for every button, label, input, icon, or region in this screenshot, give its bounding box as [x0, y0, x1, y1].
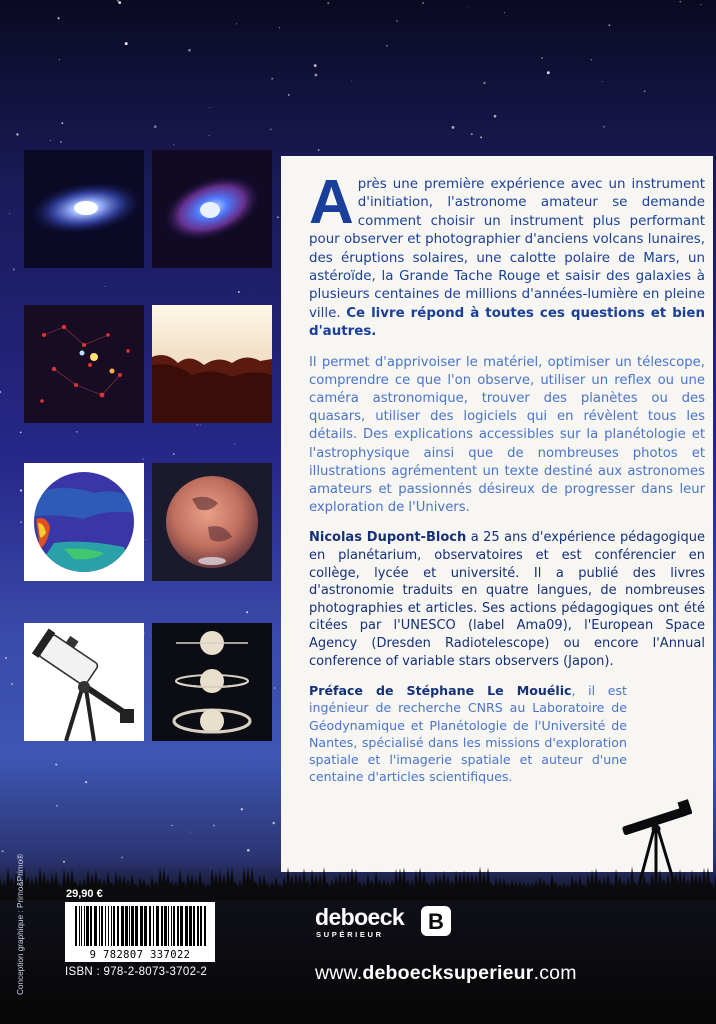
publisher-sub: SUPÉRIEUR [316, 930, 384, 939]
barcode-digits: 9 782807 337022 [89, 949, 191, 961]
telescope-silhouette-icon [620, 795, 692, 890]
price: 29,90 € [66, 888, 103, 900]
spiral-galaxy-image [24, 150, 144, 268]
description-paragraph: Il permet d'apprivoiser le matériel, optimiser un télescope, comprendre ce que l'on observe, utiliser un reflex ou une caméra astronomique, trouver des planètes ou des quasars, utiliser des logiciels qui en révèlent tous les détails. Des explications accessibles sur la planétologie et l'astrophysique ainsi que de nombreuses photos et illustrations agrémentent un texte destiné aux astronomes amateurs et passionnés désireux de progresser dans leur exploration de l'Univers. [309, 354, 705, 516]
galaxy-closeup-image [152, 150, 272, 268]
intro-text: près une première expérience avec un instrument d'initiation, l'astronome amateur se demande comment choisir un instrument plus performant pour observer et photographier d'anciens volcans lunaires, des éruptions solaires, une calotte polaire de Mars, un astéroïde, la Grande Tache Rouge et saisir des galaxies à plusieurs centaines de millions d'années-lumière en pleine ville. [309, 177, 705, 321]
intro-paragraph [309, 168, 705, 342]
preface-bio: , il est ingénieur de recherche CNRS au Laboratoire de Géodynamique et Planétologie de l'Université de Nantes, spécialisé dans les missions d'exploration spatiale et l'imagerie spatiale et auteur d'une centaine d'articles scientifiques. [309, 683, 627, 785]
design-credit: Conception graphique : Primo&Primo® [16, 853, 25, 995]
star-chart-image [24, 305, 144, 423]
publisher-logo [315, 902, 455, 942]
grass-silhouette [0, 860, 716, 900]
preface-label: Préface de Stéphane Le Mouélic [309, 683, 572, 699]
drop-cap: A [309, 168, 354, 237]
publisher-mark-icon [421, 906, 451, 936]
lunar-crater-image [152, 305, 272, 423]
author-bio: a 25 ans d'expérience pédagogique en planétarium, observatoires et est conférencier en collège, lycée et université. Il a publié des livres d'astronomie traduits en quatre langues, de nombreuses photographies et articles. Ses actions pédagogiques ont été citées par l'UNESCO (label Ama09), l'European Space Agency (Dresden Radiotelescope) ou encore l'Annual conference of variable stars observers (Japon). [309, 530, 705, 669]
svg-text:B: B [428, 909, 444, 934]
publisher-name: deboeck [315, 904, 405, 930]
author-paragraph [309, 529, 705, 670]
text-panel [281, 156, 713, 872]
publisher-website[interactable]: www.deboecksuperieur.com [315, 962, 577, 984]
saturn-series-image [152, 623, 272, 741]
author-name: Nicolas Dupont-Bloch [309, 530, 467, 546]
preface-paragraph [309, 682, 627, 785]
mars-false-color-map-image [24, 463, 144, 581]
mars-photo-image [152, 463, 272, 581]
barcode [65, 902, 215, 962]
telescope-photo-image [24, 623, 144, 741]
intro-highlight: Ce livre répond à toutes ces questions et bien d'autres. [309, 305, 705, 340]
isbn: ISBN : 978-2-8073-3702-2 [65, 966, 208, 978]
